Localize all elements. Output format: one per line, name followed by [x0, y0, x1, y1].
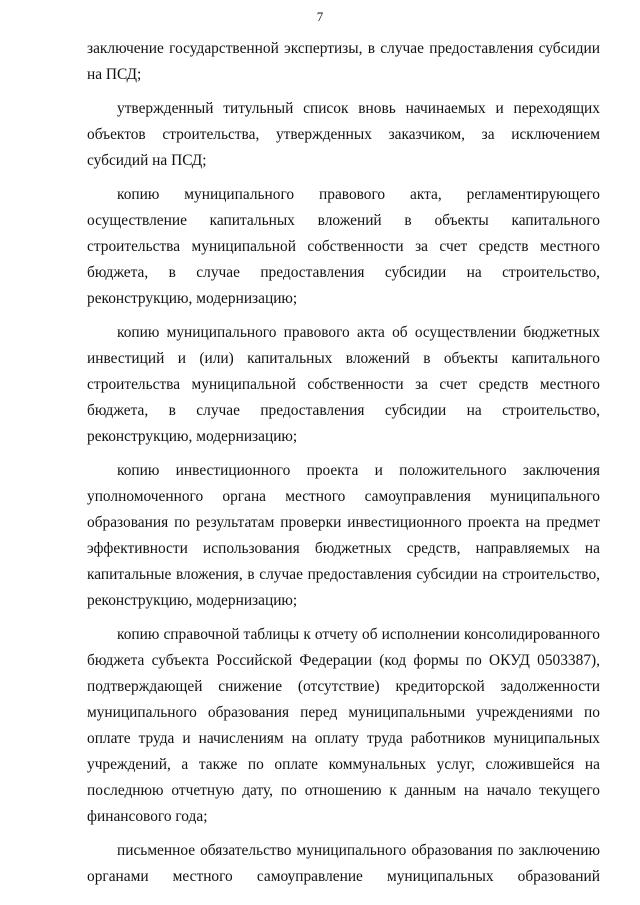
paragraph-legal-act-capital-investments: копию муниципального правового акта, регламентирующего осуществление капитальных вложений в объекты капитального строительства муниципальной собственности за счет средств местного бюджета, в случае предоставления субсидии на строительство, реконструкцию, модернизацию; [87, 186, 600, 307]
paragraph-title-list: утвержденный титульный список вновь начинаемых и переходящих объектов строительства, утвержденных заказчиком, за исключением субсидий на ПСД; [87, 100, 600, 169]
paragraph-written-obligation: письменное обязательство муниципального образования по заключению органами местного самоуправление муниципальных образований [87, 842, 600, 885]
paragraph-investment-project: копию инвестиционного проекта и положительного заключения уполномоченного органа местного самоуправления муниципального образования по результатам проверки инвестиционного проекта на предмет эффективности использования бюджетных средств, направляемых на капитальные вложения, в случае предоставления субсидии на строительство, реконструкцию, модернизацию; [87, 462, 600, 609]
paragraph-legal-act-budget-investments: копию муниципального правового акта об осуществлении бюджетных инвестиций и (или) капитальных вложений в объекты капитального строительства муниципальной собственности за счет средств местного бюджета, в случае предоставления субсидии на строительство, реконструкцию, модернизацию; [87, 324, 600, 445]
paragraph-reference-table: копию справочной таблицы к отчету об исполнении консолидированного бюджета субъекта Российской Федерации (код формы по ОКУД 0503387), подтверждающей снижение (отсутствие) кредиторской задолженности муниципального образования перед муниципальными учреждениями по оплате труда и начислениям на оплату труда работников муниципальных учреждений, а также по оплате коммунальных услуг, сложившейся на последнюю отчетную дату, по отношению к данным на начало текущего финансового года; [87, 626, 600, 825]
paragraph-state-expertise: заключение государственной экспертизы, в случае предоставления субсидии на ПСД; [87, 40, 600, 83]
page-number: 7 [316, 9, 324, 24]
page-body [87, 36, 600, 898]
